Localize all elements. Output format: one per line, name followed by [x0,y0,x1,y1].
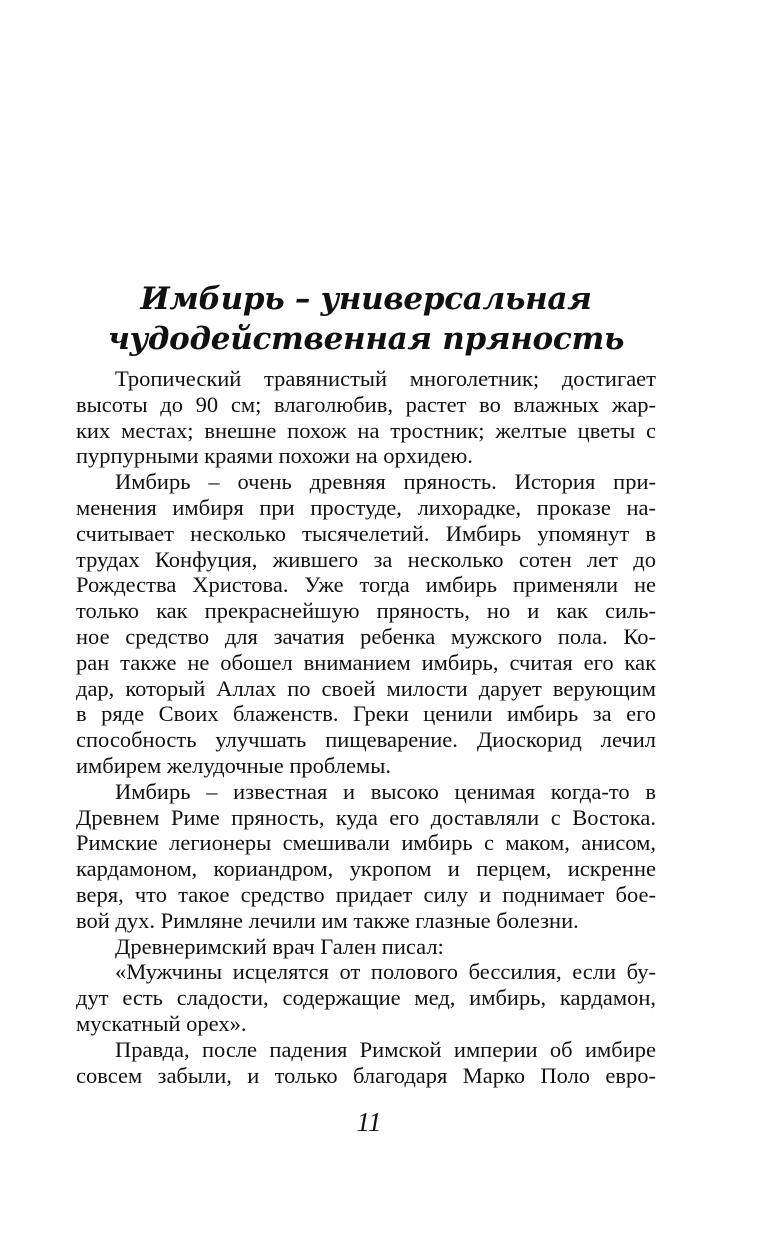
body-text [76,366,656,1088]
text-line: веря, что такое средство придает силу и поднимает бое- [76,881,656,907]
text-line: дут есть сладости, содержащие мед, имбирь, кардамон, [76,985,656,1011]
text-line: вой дух. Римляне лечили им также глазные болезни. [76,907,579,933]
text-line: Имбирь – известная и высоко ценимая когда-то в [115,778,656,804]
text-line: трудах Конфуция, жившего за несколько сотен лет до [76,546,656,572]
text-line: ран также не обошел вниманием имбирь, считая его как [76,649,656,675]
text-line: совсем забыли, и только благодаря Марко Поло евро- [76,1062,656,1088]
text-line: кардамоном, кориандром, укропом и перцем, искренне [76,856,656,882]
text-line: имбирем желудочные проблемы. [76,752,391,778]
text-line: Древнеримский врач Гален писал: [115,933,444,959]
text-line: Имбирь – очень древняя пряность. История при- [115,469,656,495]
chapter-title-line-2: чудодейственная пряность [107,320,625,357]
text-line: Правда, после падения Римской империи об имбире [115,1036,656,1062]
text-line: ное средство для зачатия ребенка мужского пола. Ко- [76,623,656,649]
text-line: считывает несколько тысячелетий. Имбирь упомянут в [76,520,656,546]
text-line: Древнем Риме пряность, куда его доставляли с Востока. [76,804,656,830]
text-line: пурпурными краями похожи на орхидею. [76,443,473,469]
text-line: мускатный орех». [76,1010,247,1036]
text-line: способность улучшать пищеварение. Диоскорид лечил [76,727,656,753]
text-line: менения имбиря при простуде, лихорадке, проказе на- [76,494,656,520]
text-line: ких местах; внешне похож на тростник; желтые цветы с [76,417,656,443]
text-line: только как прекраснейшую пряность, но и как силь- [76,598,656,624]
chapter-title-line-1: Имбирь – универсальная [140,280,592,317]
text-line: высоты до 90 см; влаголюбив, растет во влажных жар- [76,391,656,417]
page-number: 11 [356,1107,382,1137]
text-line: «Мужчины исцелятся от полового бессилия, если бу- [115,959,656,985]
text-line: Тропический травянистый многолетник; достигает [115,366,656,391]
chapter-title [76,279,656,359]
text-line: Римские легионеры смешивали имбирь с маком, анисом, [76,830,656,856]
text-line: в ряде Своих блаженств. Греки ценили имбирь за его [76,701,656,727]
text-line: Рождества Христова. Уже тогда имбирь применяли не [76,572,656,598]
text-line: дар, который Аллах по своей милости дарует верующим [76,675,656,701]
